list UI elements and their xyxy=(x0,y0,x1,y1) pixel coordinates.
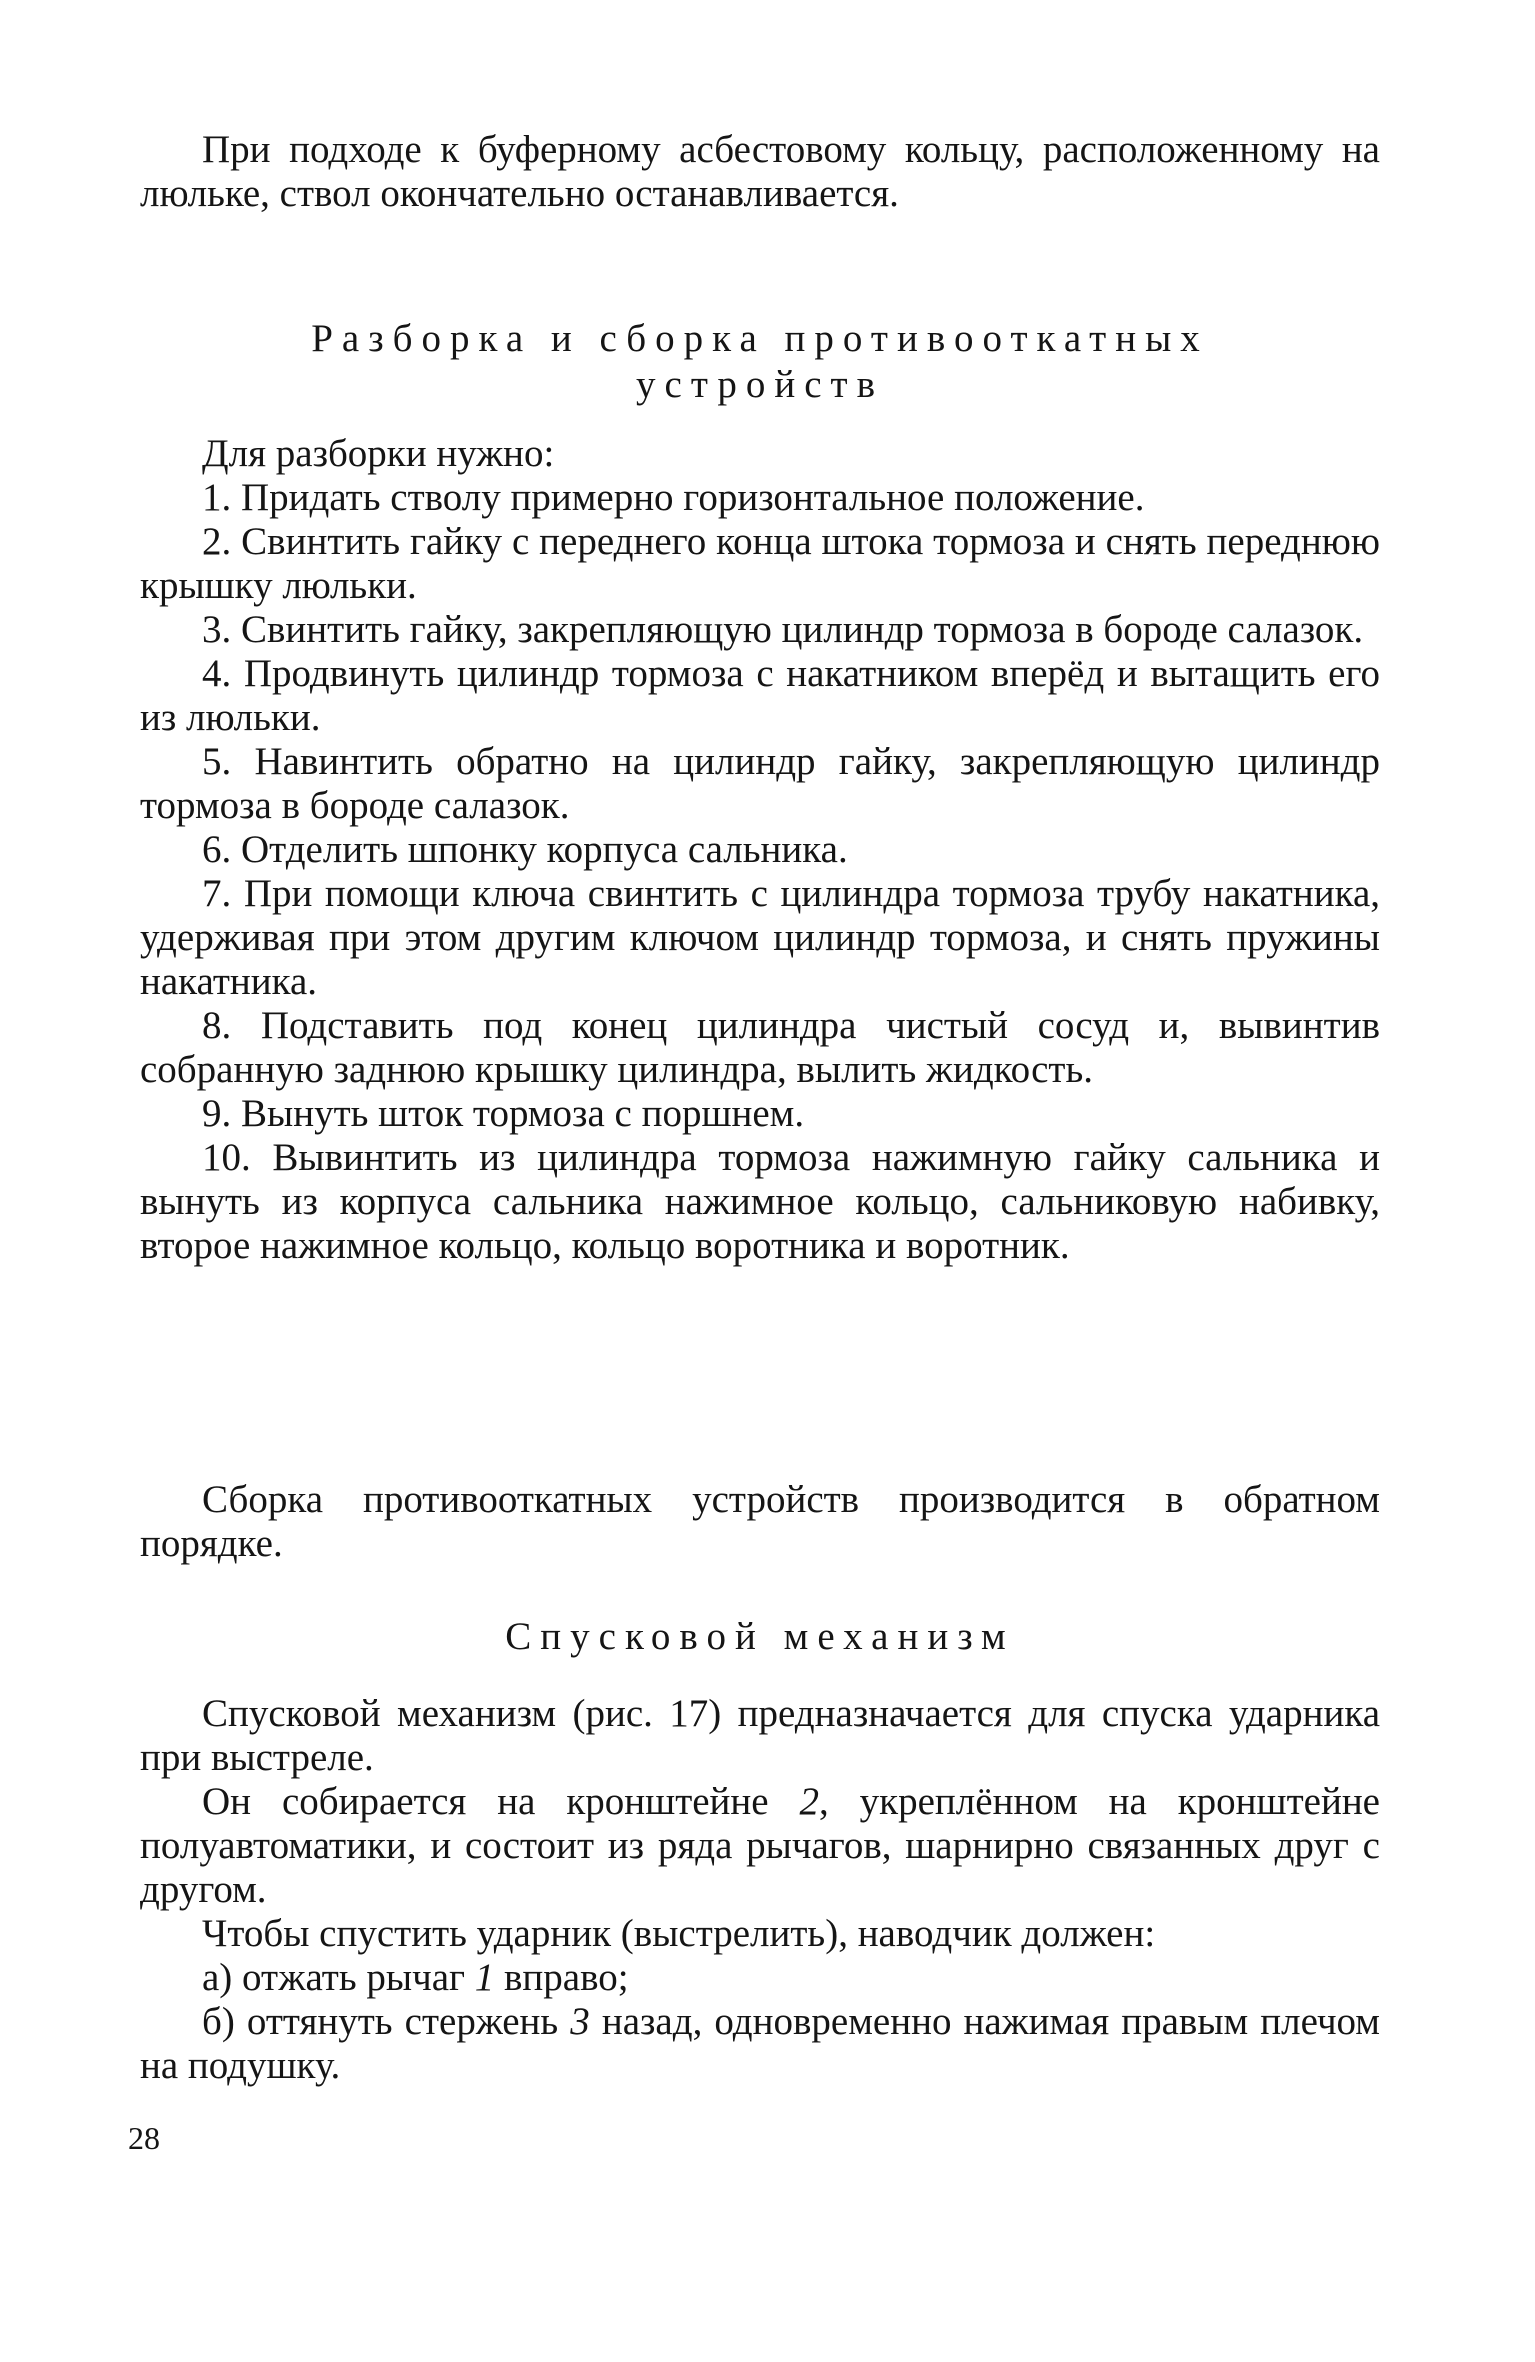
page-number: 28 xyxy=(128,2120,160,2156)
step-8: 8. Подставить под конец цилиндра чистый сосуд и, вывинтив собранную заднюю крышку цилиндра, вылить жидкость. xyxy=(140,1004,1380,1091)
intro-paragraph: При подходе к буферному асбестовому кольцу, расположенному на люльке, ствол окончательно останавливается. xyxy=(140,128,1380,215)
section-heading-line2: устройств xyxy=(636,363,884,406)
step-10: 10. Вывинтить из цилиндра тормоза нажимную гайку сальника и вынуть из корпуса сальника нажимное кольцо, сальниковую набивку, второе нажимное кольцо, кольцо воротника и воротник. xyxy=(140,1136,1380,1267)
step-7: 7. При помощи ключа свинтить с цилиндра тормоза трубу накатника, удерживая при этом другим ключом цилиндр тормоза, и снять пружины накатника. xyxy=(140,872,1380,1003)
section-heading-trigger: Спусковой механизм xyxy=(505,1615,1015,1658)
step-2: 2. Свинтить гайку с переднего конца штока тормоза и снять переднюю крышку люльки. xyxy=(140,520,1380,607)
trigger-paragraph-3: Чтобы спустить ударник (выстрелить), наводчик должен: xyxy=(202,1912,1156,1955)
part-number-2: 2 xyxy=(799,1780,820,1823)
step-9: 9. Вынуть шток тормоза с поршнем. xyxy=(202,1092,805,1135)
step-3: 3. Свинтить гайку, закрепляющую цилиндр тормоза в бороде салазок. xyxy=(202,608,1364,651)
step-4: 4. Продвинуть цилиндр тормоза с накатником вперёд и вытащить его из люльки. xyxy=(140,652,1380,739)
disassembly-lead: Для разборки нужно: xyxy=(202,432,555,475)
part-number-1: 1 xyxy=(474,1956,495,1999)
part-number-3: 3 xyxy=(570,2000,590,2043)
step-5: 5. Навинтить обратно на цилиндр гайку, закрепляющую цилиндр тормоза в бороде салазок. xyxy=(140,740,1380,827)
disassembly-list xyxy=(140,432,1380,1268)
trigger-step-b: б) оттянуть стержень 3 назад, одновременно нажимая правым плечом на подушку. xyxy=(140,2000,1380,2087)
trigger-paragraph-1: Спусковой механизм (рис. 17) предназначается для спуска ударника при выстреле. xyxy=(140,1692,1380,1779)
trigger-section-body xyxy=(140,1692,1380,2088)
section-heading-line1: Разборка и сборка противооткатных xyxy=(311,317,1209,360)
trigger-paragraph-2: Он собирается на кронштейне 2, укреплённом на кронштейне полуавтоматики, и состоит из ряда рычагов, шарнирно связанных друг с другом. xyxy=(140,1780,1380,1911)
section-heading-disassembly xyxy=(140,316,1380,408)
assembly-note: Сборка противооткатных устройств производится в обратном порядке. xyxy=(140,1478,1380,1565)
trigger-step-a: а) отжать рычаг 1 вправо; xyxy=(202,1956,629,1999)
step-6: 6. Отделить шпонку корпуса сальника. xyxy=(202,828,848,871)
step-1: 1. Придать стволу примерно горизонтальное положение. xyxy=(202,476,1145,519)
